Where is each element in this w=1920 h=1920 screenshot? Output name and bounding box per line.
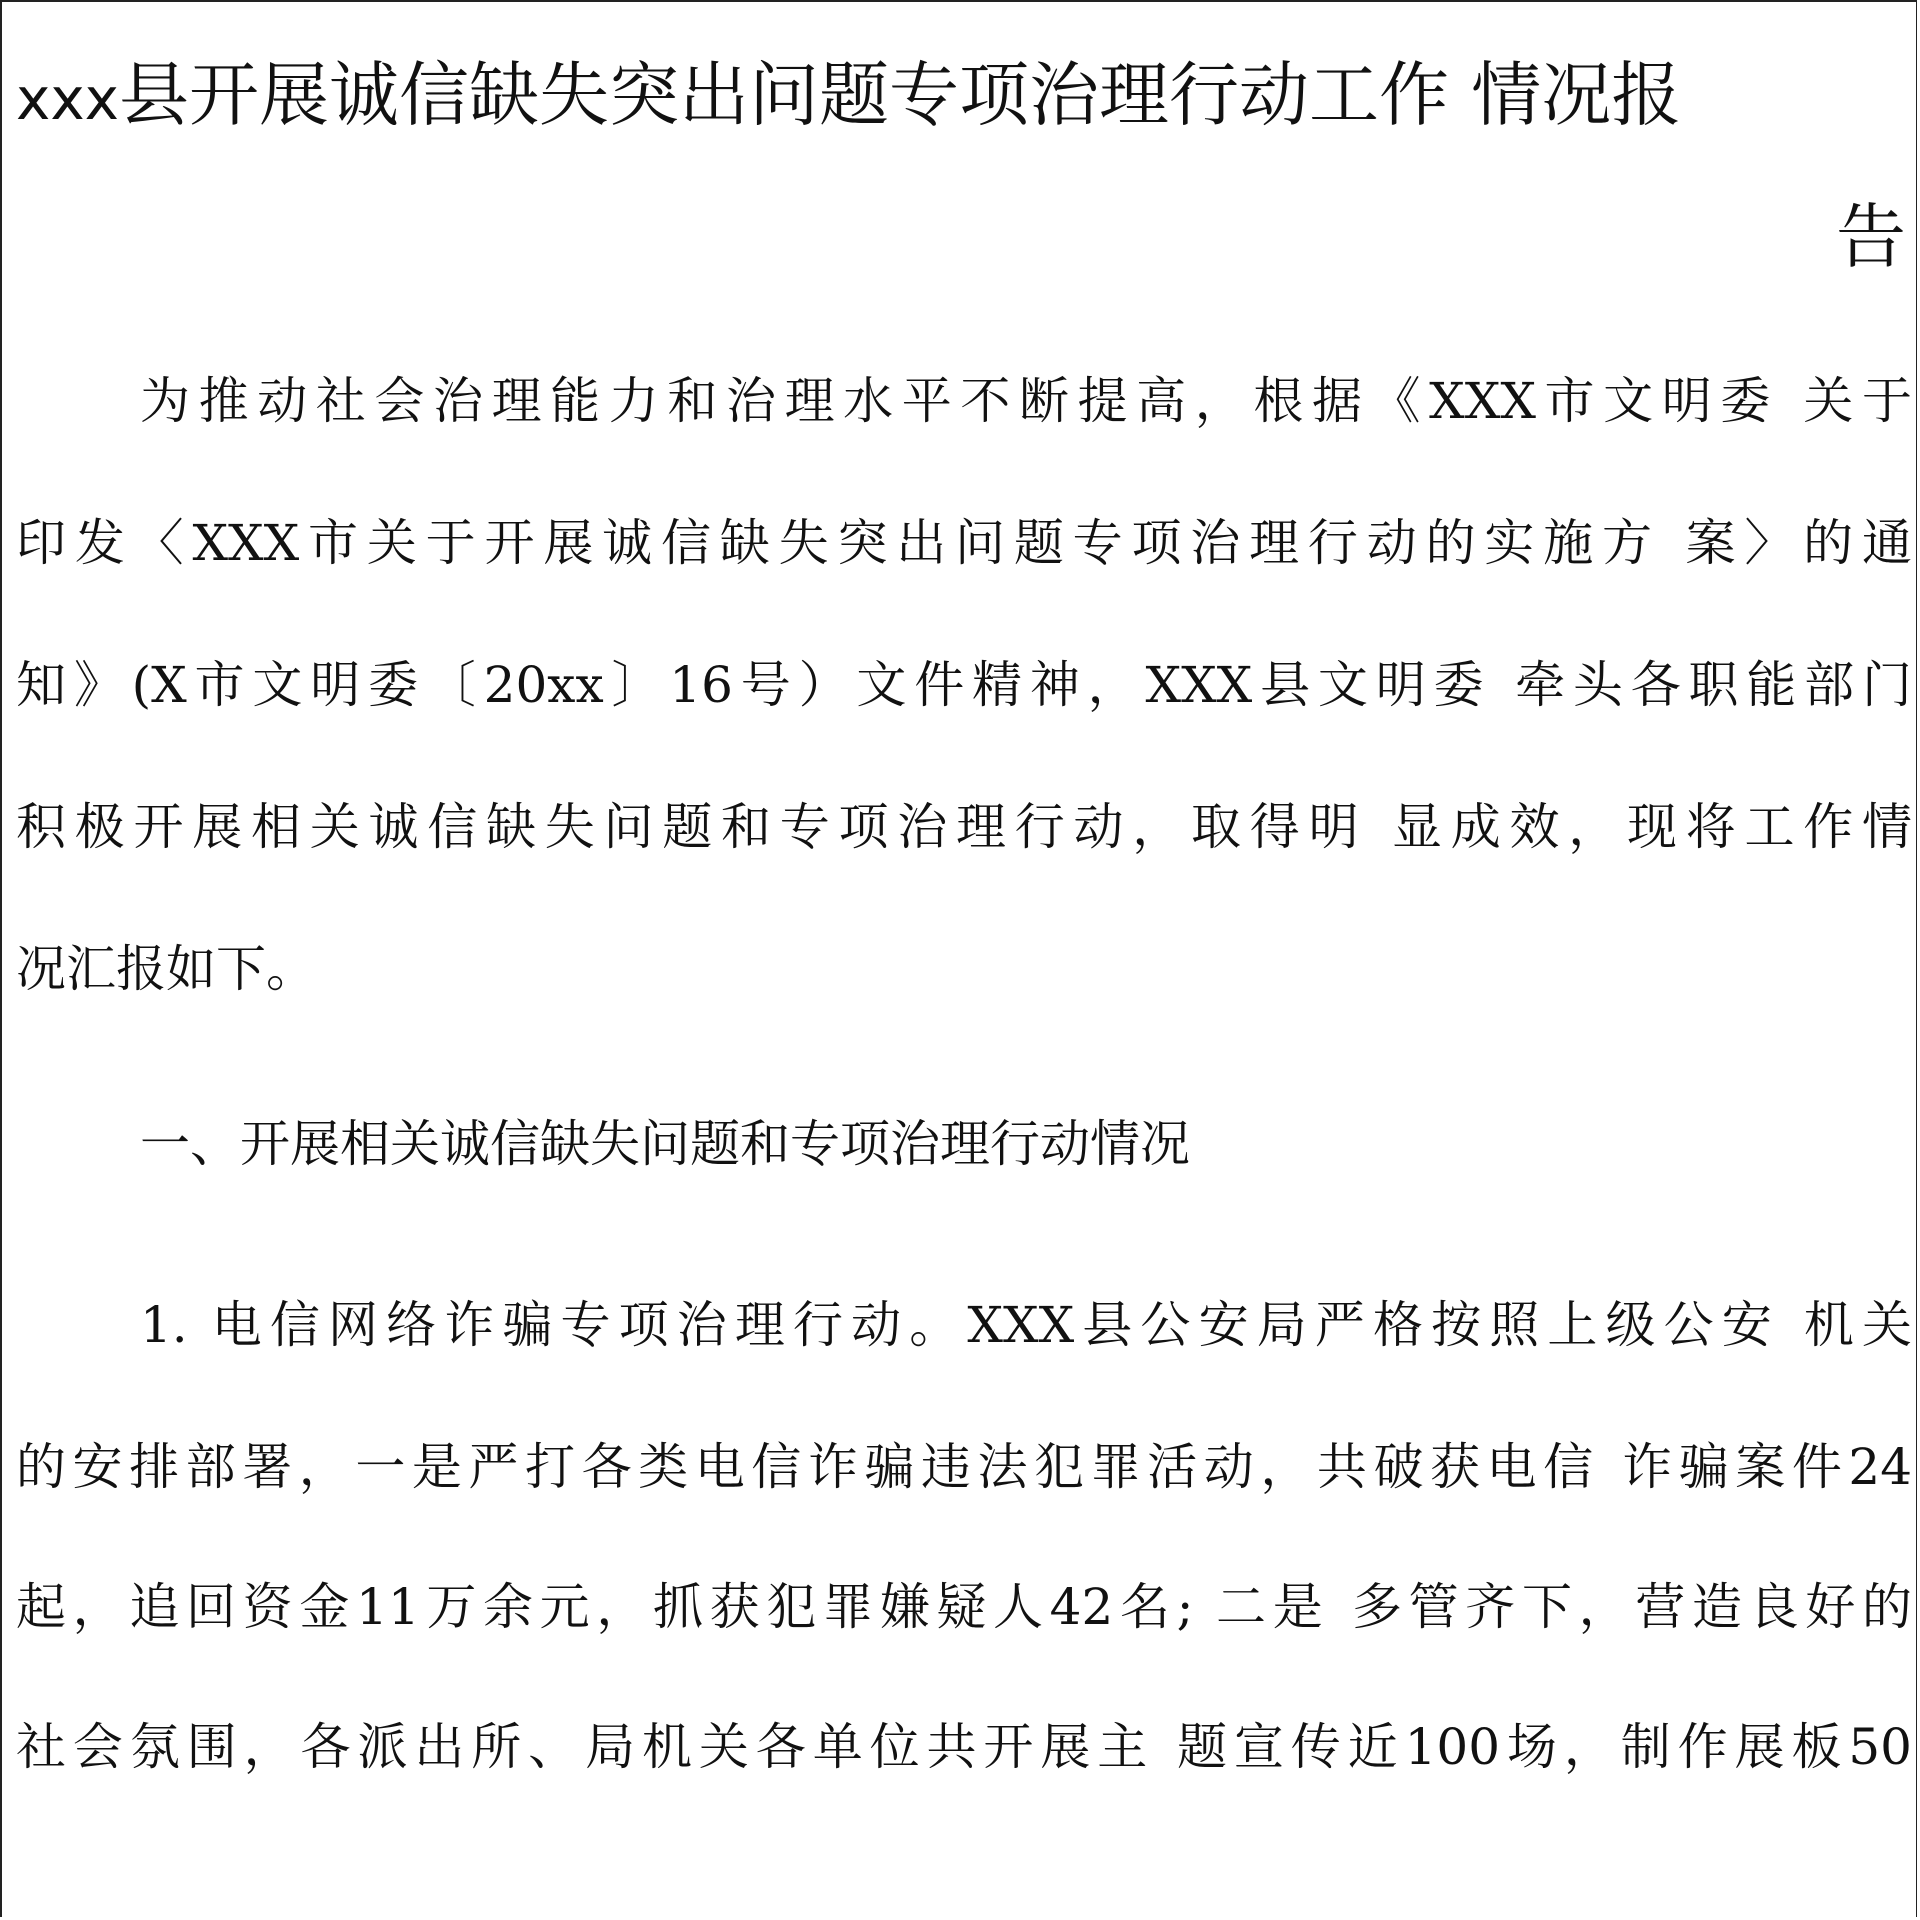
document-title-line-2 [1836,196,1906,278]
title-prefix: xxx [16,65,119,133]
item1-line-2: 的安排部署，一是严打各类电信诈骗违法犯罪活动，共破获电信 诈骗案件24 [16,1438,1912,1496]
section-heading: 一、开展相关诚信缺失问题和专项治理行动情况 [140,1115,1190,1173]
item1-line-3: 起，追回资金11万余元，抓获犯罪嫌疑人42名; 二是 多管齐下，营造良好的 [16,1578,1912,1636]
intro-line-3: 知》(X市文明委〔20xx〕16号）文件精神，XXX县文明委 牵头各职能部门 [16,656,1912,714]
intro-line-5: 况汇报如下。 [16,940,316,998]
intro-line-4: 积极开展相关诚信缺失问题和专项治理行动，取得明 显成效，现将工作情 [16,798,1912,856]
title-text-continued: 告 [1836,196,1906,278]
item1-line-1: 1. 电信网络诈骗专项治理行动。XXX县公安局严格按照上级公安 机关 [140,1296,1912,1354]
intro-line-1: 为推动社会治理能力和治理水平不断提高，根据《XXX市文明委 关于 [140,372,1912,430]
document-title-line-1 [16,54,1682,136]
intro-line-2: 印发〈XXX市关于开展诚信缺失突出问题专项治理行动的实施方 案〉的通 [16,514,1912,572]
item1-line-4: 社会氛围，各派出所、局机关各单位共开展主 题宣传近100场，制作展板50 [16,1718,1912,1776]
title-text: 县开展诚信缺失突出问题专项治理行动工作 情况报 [118,54,1682,136]
